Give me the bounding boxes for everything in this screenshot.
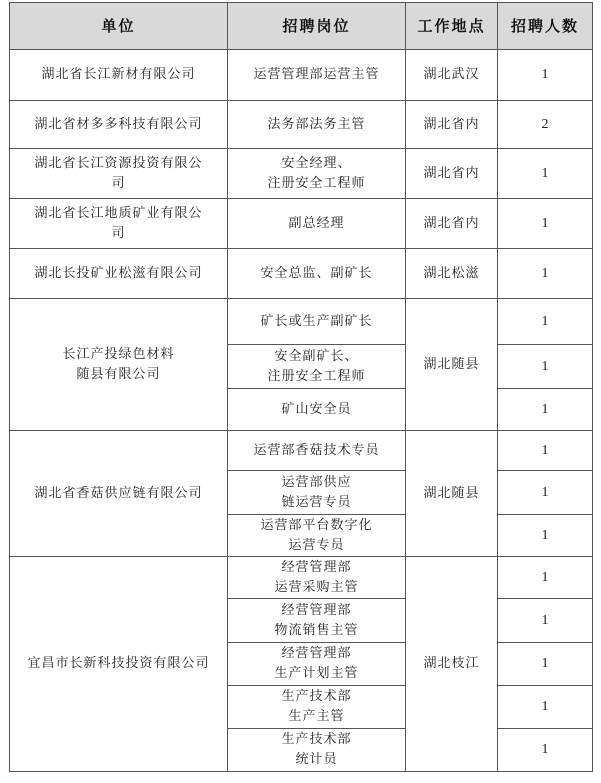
cell-line-2: 随县有限公司 — [76, 366, 161, 382]
cell-line-2: 司 — [111, 175, 126, 191]
cell-line-2: 运营采购主管 — [274, 579, 359, 595]
cell-line-2: 生产主管 — [288, 709, 345, 724]
cell-line-2: 链运营专员 — [281, 494, 352, 510]
cell-line-1: 湖北省长江资源投资有限公 — [34, 155, 203, 171]
unit-cell: 湖北长投矿业松滋有限公司 — [10, 249, 228, 299]
count-cell: 2 — [498, 101, 593, 149]
count-cell: 1 — [498, 431, 593, 471]
position-cell — [228, 599, 406, 643]
unit-cell: 湖北省香菇供应链有限公司 — [10, 431, 228, 557]
count-cell: 1 — [498, 149, 593, 199]
header-position: 招聘岗位 — [228, 3, 406, 50]
position-cell — [228, 557, 406, 599]
count-cell: 1 — [498, 557, 593, 599]
cell-line-1: 经营管理部 — [281, 602, 352, 618]
cell-line-1: 湖北省长江地质矿业有限公 — [34, 205, 203, 221]
cell-line-2: 统计员 — [295, 752, 338, 767]
table-row — [10, 557, 593, 599]
position-cell: 矿长或生产副矿长 — [228, 299, 406, 345]
count-cell: 1 — [498, 199, 593, 249]
count-cell: 1 — [498, 686, 593, 729]
position-cell: 法务部法务主管 — [228, 101, 406, 149]
position-cell: 矿山安全员 — [228, 389, 406, 431]
cell-line-2: 注册安全工程师 — [267, 175, 366, 191]
location-cell: 湖北随县 — [406, 431, 498, 557]
count-cell: 1 — [498, 50, 593, 101]
position-cell — [228, 345, 406, 389]
cell-line-2: 物流销售主管 — [274, 622, 359, 638]
count-cell: 1 — [498, 599, 593, 643]
unit-cell — [10, 199, 228, 249]
cell-line-1: 生产技术部 — [281, 689, 352, 704]
count-cell: 1 — [498, 249, 593, 299]
count-cell: 1 — [498, 299, 593, 345]
position-cell: 运营部香菇技术专员 — [228, 431, 406, 471]
cell-line-2: 生产计划主管 — [274, 666, 359, 681]
cell-line-1: 长江产投绿色材料 — [62, 346, 175, 362]
table-row — [10, 431, 593, 471]
recruitment-table — [9, 2, 593, 772]
location-cell: 湖北随县 — [406, 299, 498, 431]
table-row — [10, 50, 593, 101]
unit-cell — [10, 299, 228, 431]
position-cell: 副总经理 — [228, 199, 406, 249]
position-cell — [228, 686, 406, 729]
cell-line-1: 运营部供应 — [281, 474, 352, 490]
count-cell: 1 — [498, 471, 593, 515]
recruitment-table-container — [9, 2, 593, 772]
position-cell — [228, 515, 406, 557]
cell-line-2: 注册安全工程师 — [267, 368, 366, 384]
cell-line-2: 运营专员 — [288, 537, 345, 553]
unit-cell: 湖北省材多多科技有限公司 — [10, 101, 228, 149]
position-cell: 安全总监、副矿长 — [228, 249, 406, 299]
cell-line-1: 安全经理、 — [281, 155, 352, 171]
header-unit: 单位 — [10, 3, 228, 50]
table-row — [10, 149, 593, 199]
location-cell: 湖北武汉 — [406, 50, 498, 101]
table-body — [10, 50, 593, 772]
count-cell: 1 — [498, 345, 593, 389]
position-cell — [228, 643, 406, 686]
count-cell: 1 — [498, 729, 593, 772]
cell-line-1: 运营部平台数字化 — [260, 517, 373, 533]
cell-line-1: 生产技术部 — [281, 732, 352, 747]
count-cell: 1 — [498, 643, 593, 686]
header-location: 工作地点 — [406, 3, 498, 50]
position-cell — [228, 729, 406, 772]
table-row — [10, 199, 593, 249]
header-row — [10, 3, 593, 50]
cell-line-1: 经营管理部 — [281, 646, 352, 661]
cell-line-2: 司 — [111, 225, 126, 241]
cell-line-1: 安全副矿长、 — [274, 348, 359, 364]
location-cell: 湖北松滋 — [406, 249, 498, 299]
unit-cell: 湖北省长江新材有限公司 — [10, 50, 228, 101]
count-cell: 1 — [498, 389, 593, 431]
unit-cell: 宜昌市长新科技投资有限公司 — [10, 557, 228, 772]
table-row — [10, 249, 593, 299]
header-count: 招聘人数 — [498, 3, 593, 50]
unit-cell — [10, 149, 228, 199]
table-row — [10, 299, 593, 345]
location-cell: 湖北省内 — [406, 149, 498, 199]
location-cell: 湖北省内 — [406, 199, 498, 249]
cell-line-1: 经营管理部 — [281, 559, 352, 575]
count-cell: 1 — [498, 515, 593, 557]
position-cell — [228, 149, 406, 199]
table-row — [10, 101, 593, 149]
location-cell: 湖北省内 — [406, 101, 498, 149]
position-cell — [228, 471, 406, 515]
location-cell: 湖北枝江 — [406, 557, 498, 772]
position-cell: 运营管理部运营主管 — [228, 50, 406, 101]
